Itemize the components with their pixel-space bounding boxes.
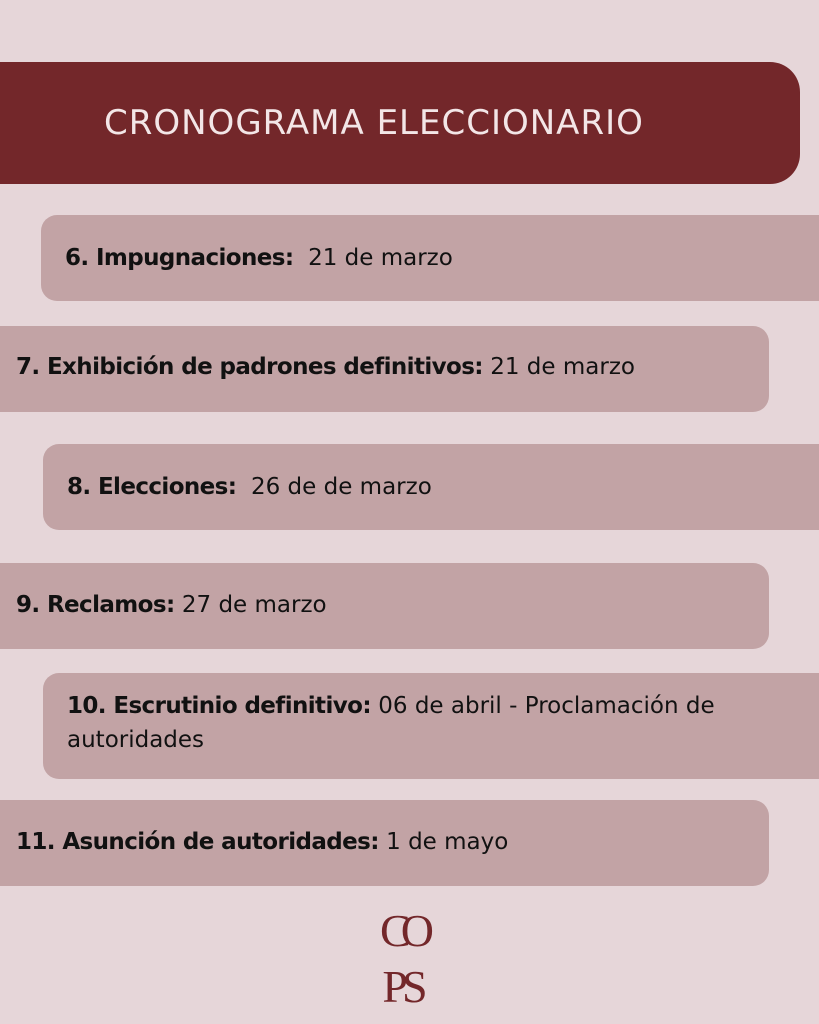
schedule-item-label: 10. Escrutinio definitivo: bbox=[67, 693, 371, 719]
logo-line1: CO bbox=[380, 905, 424, 956]
page-title: CRONOGRAMA ELECCIONARIO bbox=[104, 103, 644, 143]
schedule-item-value: 1 de mayo bbox=[386, 829, 509, 855]
schedule-item-value-continued: autoridades bbox=[67, 727, 205, 753]
schedule-item-9 bbox=[0, 563, 769, 649]
schedule-item-7 bbox=[0, 326, 769, 412]
cops-logo bbox=[364, 904, 440, 1008]
schedule-item-label: 8. Elecciones: bbox=[67, 474, 237, 500]
schedule-item-11 bbox=[0, 800, 769, 886]
schedule-item-label: 6. Impugnaciones: bbox=[65, 245, 294, 271]
schedule-item-6 bbox=[41, 215, 819, 301]
schedule-item-label: 9. Reclamos: bbox=[16, 592, 175, 618]
schedule-item-label: 11. Asunción de autoridades: bbox=[16, 829, 379, 855]
schedule-item-value: 06 de abril - Proclamación de bbox=[378, 693, 715, 719]
schedule-item-value: 21 de marzo bbox=[490, 354, 635, 380]
logo-line2: PS bbox=[382, 961, 422, 1008]
schedule-item-10 bbox=[43, 673, 819, 779]
schedule-item-value: 27 de marzo bbox=[181, 592, 327, 618]
schedule-item-value: 26 de de marzo bbox=[250, 474, 432, 500]
schedule-item-value: 21 de marzo bbox=[308, 245, 453, 271]
schedule-item-8 bbox=[43, 444, 819, 530]
schedule-item-label: 7. Exhibición de padrones definitivos: bbox=[16, 354, 483, 380]
